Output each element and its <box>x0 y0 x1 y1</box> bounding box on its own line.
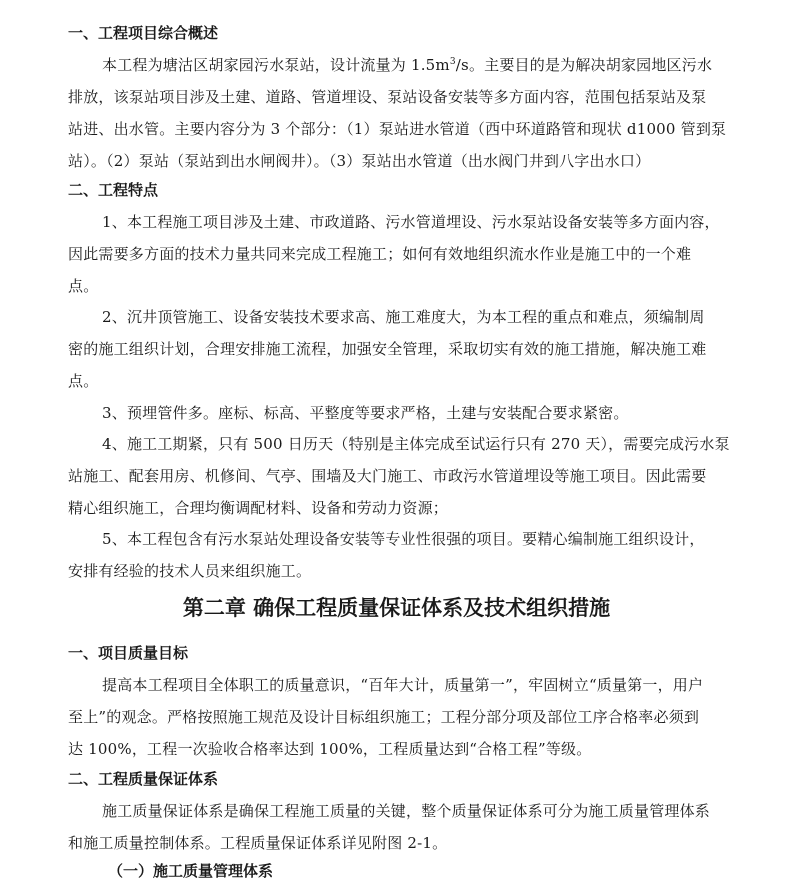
paragraph-line: 1、本工程施工项目涉及土建、市政道路、污水管道埋设、污水泵站设备安装等多方面内容， <box>102 213 720 231</box>
section-heading-overview: 一、工程项目综合概述 <box>68 24 219 42</box>
paragraph-line: 5、本工程包含有污水泵站处理设备安装等专业性很强的项目。要精心编制施工组织设计， <box>102 530 705 548</box>
chapter-title: 第二章 确保工程质量保证体系及技术组织措施 <box>182 596 611 620</box>
paragraph-line: 密的施工组织计划，合理安排施工流程，加强安全管理，采取切实有效的施工措施，解决施工难 <box>68 340 707 358</box>
paragraph-line: 和施工质量控制体系。工程质量保证体系详见附图 2-1。 <box>68 834 448 852</box>
paragraph-line: 2、沉井顶管施工、设备安装技术要求高、施工难度大，为本工程的重点和难点，须编制周 <box>102 308 705 326</box>
paragraph-line: 站进、出水管。主要内容分为 3 个部分：（1）泵站进水管道（西中环道路管和现状 d1000 管到泵 <box>68 120 727 138</box>
paragraph-line: 3、预埋管件多。座标、标高、平整度等要求严格，土建与安装配合要求紧密。 <box>102 404 629 422</box>
paragraph-line: 点。 <box>68 277 99 295</box>
subsection-heading: （一）施工质量管理体系 <box>108 862 274 880</box>
paragraph-line: 站）。（2）泵站（泵站到出水闸阀井）。（3）泵站出水管道（出水阀门井到八字出水口） <box>68 152 651 170</box>
paragraph-line: 点。 <box>68 372 99 390</box>
paragraph-line: 本工程为塘沽区胡家园污水泵站，设计流量为 $1.5m^3/s$。主要目的是为解决胡家园地区污水 <box>102 56 713 74</box>
paragraph-line: 达 100%，工程一次验收合格率达到 100%，工程质量达到“合格工程”等级。 <box>68 740 592 758</box>
paragraph-line: 精心组织施工，合理均衡调配材料、设备和劳动力资源； <box>68 499 449 517</box>
paragraph-line: 因此需要多方面的技术力量共同来完成工程施工；如何有效地组织流水作业是施工中的一个难 <box>68 245 692 263</box>
paragraph-line: 排放，该泵站项目涉及土建、道路、管道埋设、泵站设备安装等多方面内容，范围包括泵站及泵 <box>68 88 707 106</box>
paragraph-line: 提高本工程项目全体职工的质量意识，“百年大计，质量第一”，牢固树立“质量第一，用户 <box>102 676 704 694</box>
paragraph-line: 施工质量保证体系是确保工程施工质量的关键，整个质量保证体系可分为施工质量管理体系 <box>102 802 711 820</box>
paragraph-line: 站施工、配套用房、机修间、气亭、围墙及大门施工、市政污水管道埋设等施工项目。因此需要 <box>68 467 707 485</box>
paragraph-line: 至上”的观念。严格按照施工规范及设计目标组织施工；工程分部分项及部位工序合格率必须到 <box>68 708 700 726</box>
paragraph-line: 4、施工工期紧，只有 500 日历天（特别是主体完成至试运行只有 270 天），需要完成污水泵 <box>102 435 730 453</box>
section-heading-quality-system: 二、工程质量保证体系 <box>68 770 219 788</box>
section-heading-quality-target: 一、项目质量目标 <box>68 644 189 662</box>
section-heading-features: 二、工程特点 <box>68 181 159 199</box>
paragraph-line: 安排有经验的技术人员来组织施工。 <box>68 562 312 580</box>
